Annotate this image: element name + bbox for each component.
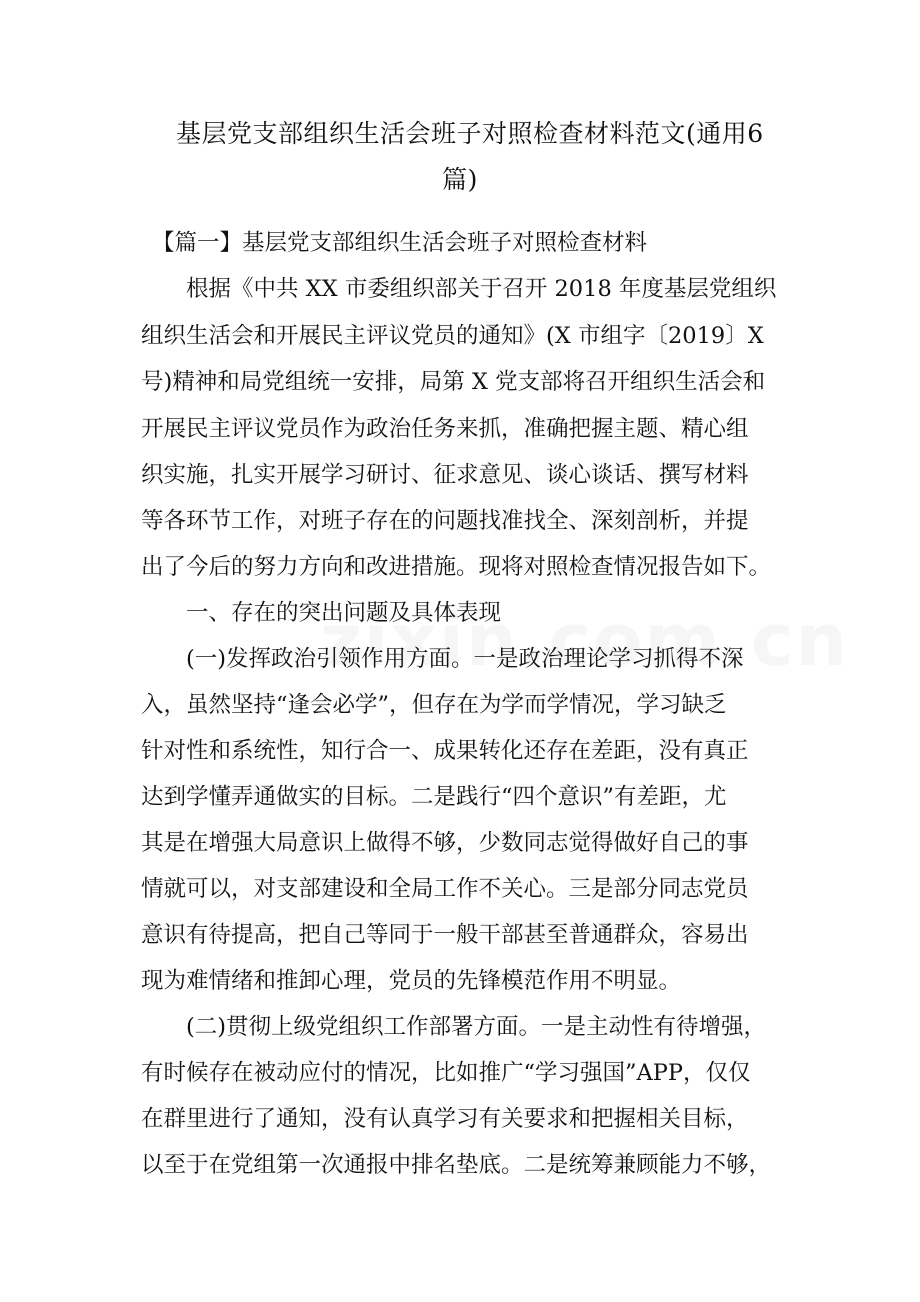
document-title-line-1: 基层党支部组织生活会班子对照检查材料范文(通用6 xyxy=(176,119,764,148)
paragraph-line: 在群里进行了通知，没有认真学习有关要求和把握相关目标， xyxy=(141,1106,749,1132)
paragraph-line: 出了今后的努力方向和改进措施。现将对照检查情况报告如下。 xyxy=(141,554,772,580)
paragraph-line: 入，虽然坚持“逢会必学”，但存在为学而学情况，学习缺乏 xyxy=(141,692,727,718)
paragraph-line: 等各环节工作，对班子存在的问题找准找全、深刻剖析，并提 xyxy=(141,508,749,534)
paragraph-line: 以至于在党组第一次通报中排名垫底。二是统筹兼顾能力不够， xyxy=(141,1152,772,1178)
paragraph-line: 针对性和系统性，知行合一、成果转化还存在差距，没有真正 xyxy=(141,738,749,764)
paragraph-line: 根据《中共 XX 市委组织部关于召开 2018 年度基层党组织 xyxy=(186,276,777,302)
paragraph-line: 开展民主评议党员作为政治任务来抓，准确把握主题、精心组 xyxy=(141,416,749,442)
document-title-line-2: 篇) xyxy=(442,165,478,194)
paragraph-line: 达到学懂弄通做实的目标。二是践行“四个意识”有差距，尤 xyxy=(141,784,727,810)
paragraph-line: 组织生活会和开展民主评议党员的通知》(X 市组字〔2019〕X xyxy=(141,323,764,349)
paragraph-line: 织实施，扎实开展学习研讨、征求意见、谈心谈话、撰写材料 xyxy=(141,462,749,488)
paragraph-line: (一)发挥政治引领作用方面。一是政治理论学习抓得不深 xyxy=(186,646,744,672)
paragraph-line: 有时候存在被动应付的情况，比如推广“学习强国”APP，仅仅 xyxy=(141,1060,751,1086)
paragraph-line: 现为难情绪和推卸心理，党员的先锋模范作用不明显。 xyxy=(141,968,682,994)
paragraph-line: 其是在增强大局意识上做得不够，少数同志觉得做好自己的事 xyxy=(141,830,749,856)
paragraph-line: 意识有待提高，把自己等同于一般干部甚至普通群众，容易出 xyxy=(141,922,749,948)
paragraph-line: 号)精神和局党组统一安排，局第 X 党支部将召开组织生活会和 xyxy=(141,369,766,395)
paragraph-line: (二)贯彻上级党组织工作部署方面。一是主动性有待增强， xyxy=(186,1014,767,1040)
paragraph-line: 情就可以，对支部建设和全局工作不关心。三是部分同志党员 xyxy=(141,876,749,902)
section-heading: 【篇一】基层党支部组织生活会班子对照检查材料 xyxy=(152,230,648,256)
section-heading-problems: 一、存在的突出问题及具体表现 xyxy=(186,600,502,626)
